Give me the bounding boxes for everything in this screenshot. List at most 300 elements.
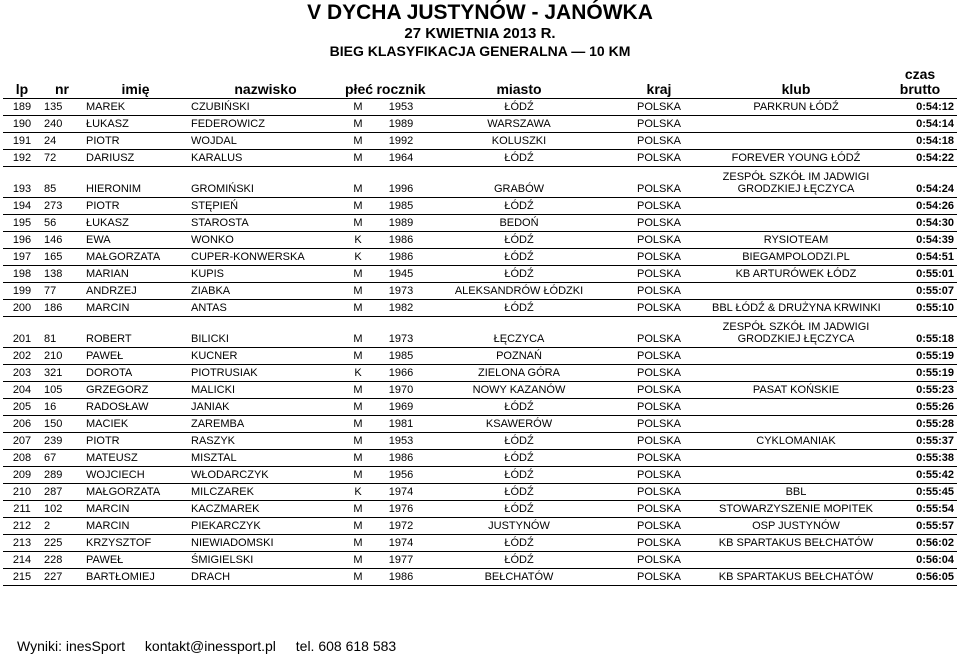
cell-lp: 205 [3,398,41,415]
cell-nr: 227 [41,568,83,585]
cell-year: 1966 [373,364,429,381]
cell-sex: M [343,132,373,149]
cell-year: 1986 [373,231,429,248]
cell-last-name: CZUBIŃSKI [188,98,343,115]
cell-lp: 213 [3,534,41,551]
cell-country: POLSKA [609,132,709,149]
cell-country: POLSKA [609,534,709,551]
classification-subtitle: BIEG KLASYFIKACJA GENERALNA — 10 KM [329,43,631,59]
table-row [3,197,957,214]
cell-country: POLSKA [609,115,709,132]
cell-year: 1969 [373,398,429,415]
cell-nr: 225 [41,534,83,551]
cell-year: 1981 [373,415,429,432]
cell-last-name: ANTAS [188,299,343,316]
cell-time: 0:54:14 [883,115,957,132]
cell-club [709,364,883,381]
cell-club: ZESPÓŁ SZKÓŁ IM JADWIGI GRODZKIEJ ŁĘCZYCA [709,166,883,197]
cell-lp: 214 [3,551,41,568]
cell-sex: M [343,551,373,568]
cell-time: 0:54:22 [883,149,957,166]
cell-time: 0:55:45 [883,483,957,500]
cell-city: ŁÓDŹ [429,98,609,115]
cell-sex: M [343,115,373,132]
cell-last-name: WOJDAL [188,132,343,149]
cell-city: ŁÓDŹ [429,398,609,415]
cell-time: 0:54:39 [883,231,957,248]
cell-city: ŁÓDŹ [429,231,609,248]
cell-club: KB SPARTAKUS BEŁCHATÓW [709,568,883,585]
cell-time: 0:56:02 [883,534,957,551]
cell-year: 1986 [373,248,429,265]
cell-last-name: KUCNER [188,347,343,364]
cell-first-name: WOJCIECH [83,466,188,483]
cell-year: 1972 [373,517,429,534]
cell-city: WARSZAWA [429,115,609,132]
cell-time: 0:55:18 [883,316,957,347]
cell-country: POLSKA [609,466,709,483]
cell-country: POLSKA [609,265,709,282]
cell-lp: 210 [3,483,41,500]
cell-last-name: MALICKI [188,381,343,398]
cell-lp: 215 [3,568,41,585]
cell-club: BIEGAMPOLODZI.PL [709,248,883,265]
cell-year: 1992 [373,132,429,149]
cell-club: RYSIOTEAM [709,231,883,248]
table-row [3,316,957,347]
cell-country: POLSKA [609,551,709,568]
table-row [3,398,957,415]
cell-year: 1970 [373,381,429,398]
cell-lp: 196 [3,231,41,248]
cell-sex: M [343,449,373,466]
cell-sex: M [343,98,373,115]
cell-nr: 56 [41,214,83,231]
cell-nr: 16 [41,398,83,415]
footer [17,638,412,654]
cell-first-name: RADOSŁAW [83,398,188,415]
cell-time: 0:55:28 [883,415,957,432]
table-row [3,299,957,316]
cell-nr: 289 [41,466,83,483]
cell-club: ZESPÓŁ SZKÓŁ IM JADWIGI GRODZKIEJ ŁĘCZYCA [709,316,883,347]
cell-club: KB SPARTAKUS BEŁCHATÓW [709,534,883,551]
cell-city: ŁÓDŹ [429,149,609,166]
cell-country: POLSKA [609,231,709,248]
col-header-country: kraj [646,80,672,97]
cell-lp: 190 [3,115,41,132]
cell-last-name: CUPER-KONWERSKA [188,248,343,265]
cell-last-name: KUPIS [188,265,343,282]
cell-time: 0:55:19 [883,347,957,364]
cell-country: POLSKA [609,316,709,347]
cell-city: JUSTYNÓW [429,517,609,534]
cell-sex: M [343,432,373,449]
cell-time: 0:54:26 [883,197,957,214]
col-header-lp: lp [15,80,29,97]
cell-sex: M [343,534,373,551]
cell-time: 0:55:57 [883,517,957,534]
table-row [3,449,957,466]
table-row [3,248,957,265]
cell-nr: 287 [41,483,83,500]
cell-first-name: MARCIN [83,500,188,517]
cell-sex: M [343,415,373,432]
cell-country: POLSKA [609,500,709,517]
cell-nr: 102 [41,500,83,517]
cell-city: ŁÓDŹ [429,500,609,517]
cell-last-name: KACZMAREK [188,500,343,517]
cell-city: POZNAŃ [429,347,609,364]
cell-sex: M [343,381,373,398]
cell-club: STOWARZYSZENIE MOPITEK [709,500,883,517]
table-row [3,568,957,585]
cell-sex: M [343,299,373,316]
table-row [3,432,957,449]
cell-time: 0:55:19 [883,364,957,381]
cell-club: KB ARTURÓWEK ŁÓDZ [709,265,883,282]
cell-sex: M [343,517,373,534]
cell-first-name: PAWEŁ [83,551,188,568]
cell-city: GRABÓW [429,166,609,197]
cell-first-name: PIOTR [83,132,188,149]
cell-year: 1973 [373,282,429,299]
table-row [3,466,957,483]
cell-last-name: KARALUS [188,149,343,166]
cell-lp: 203 [3,364,41,381]
cell-first-name: MARCIN [83,517,188,534]
cell-time: 0:55:23 [883,381,957,398]
cell-last-name: JANIAK [188,398,343,415]
cell-country: POLSKA [609,248,709,265]
cell-lp: 209 [3,466,41,483]
cell-last-name: DRACH [188,568,343,585]
cell-last-name: ŚMIGIELSKI [188,551,343,568]
cell-year: 1989 [373,115,429,132]
footer-results-by: Wyniki: inesSport [17,638,126,654]
table-row [3,483,957,500]
cell-sex: M [343,568,373,585]
document-header [0,0,960,60]
cell-city: ŁĘCZYCA [429,316,609,347]
page-title: V DYCHA JUSTYNÓW - JANÓWKA [307,1,653,24]
cell-nr: 138 [41,265,83,282]
cell-club [709,551,883,568]
cell-year: 1986 [373,449,429,466]
cell-lp: 201 [3,316,41,347]
cell-lp: 197 [3,248,41,265]
cell-last-name: NIEWIADOMSKI [188,534,343,551]
cell-city: ALEKSANDRÓW ŁÓDZKI [429,282,609,299]
table-row [3,231,957,248]
cell-sex: M [343,347,373,364]
cell-city: ŁÓDŹ [429,551,609,568]
cell-time: 0:54:51 [883,248,957,265]
cell-first-name: MACIEK [83,415,188,432]
cell-country: POLSKA [609,432,709,449]
footer-phone: tel. 608 618 583 [295,638,397,654]
cell-year: 1985 [373,347,429,364]
col-header-gross-time: czas brutto [899,65,941,97]
cell-country: POLSKA [609,166,709,197]
cell-nr: 2 [41,517,83,534]
cell-time: 0:55:01 [883,265,957,282]
cell-city: ŁÓDŹ [429,248,609,265]
cell-time: 0:55:26 [883,398,957,415]
cell-country: POLSKA [609,449,709,466]
cell-time: 0:55:10 [883,299,957,316]
cell-country: POLSKA [609,381,709,398]
cell-nr: 135 [41,98,83,115]
cell-time: 0:54:12 [883,98,957,115]
cell-time: 0:56:05 [883,568,957,585]
cell-sex: K [343,364,373,381]
table-row [3,214,957,231]
cell-country: POLSKA [609,483,709,500]
cell-lp: 199 [3,282,41,299]
cell-club [709,466,883,483]
cell-year: 1956 [373,466,429,483]
cell-club [709,282,883,299]
table-row [3,149,957,166]
cell-club: BBL [709,483,883,500]
cell-country: POLSKA [609,149,709,166]
col-header-sex: płeć [345,80,374,97]
cell-lp: 198 [3,265,41,282]
cell-city: ŁÓDŹ [429,432,609,449]
cell-first-name: DARIUSZ [83,149,188,166]
cell-nr: 186 [41,299,83,316]
cell-city: ŁÓDŹ [429,483,609,500]
table-row [3,347,957,364]
cell-city: ŁÓDŹ [429,466,609,483]
cell-sex: M [343,166,373,197]
cell-nr: 150 [41,415,83,432]
cell-lp: 195 [3,214,41,231]
cell-time: 0:54:18 [883,132,957,149]
cell-lp: 212 [3,517,41,534]
cell-last-name: BILICKI [188,316,343,347]
cell-sex: M [343,214,373,231]
cell-first-name: MARCIN [83,299,188,316]
col-header-first-name: imię [121,80,150,97]
cell-year: 1953 [373,432,429,449]
cell-last-name: ZAREMBA [188,415,343,432]
cell-city: KSAWERÓW [429,415,609,432]
cell-time: 0:55:37 [883,432,957,449]
cell-last-name: PIOTRUSIAK [188,364,343,381]
cell-city: ŁÓDŹ [429,449,609,466]
cell-club: PASAT KOŃSKIE [709,381,883,398]
cell-nr: 77 [41,282,83,299]
cell-first-name: HIERONIM [83,166,188,197]
cell-first-name: ŁUKASZ [83,214,188,231]
cell-first-name: MAŁGORZATA [83,483,188,500]
col-header-club: klub [781,80,811,97]
cell-sex: M [343,197,373,214]
cell-club [709,115,883,132]
cell-time: 0:55:42 [883,466,957,483]
cell-first-name: MARIAN [83,265,188,282]
cell-last-name: WŁODARCZYK [188,466,343,483]
cell-club [709,347,883,364]
cell-first-name: DOROTA [83,364,188,381]
table-row [3,132,957,149]
cell-nr: 321 [41,364,83,381]
cell-nr: 240 [41,115,83,132]
table-row [3,415,957,432]
cell-nr: 210 [41,347,83,364]
cell-year: 1945 [373,265,429,282]
col-header-year: rocznik [376,80,426,97]
cell-club: BBL ŁÓDŹ & DRUŻYNA KRWINKI [709,299,883,316]
cell-lp: 208 [3,449,41,466]
cell-last-name: PIEKARCZYK [188,517,343,534]
cell-lp: 193 [3,166,41,197]
cell-sex: M [343,316,373,347]
cell-sex: M [343,466,373,483]
cell-lp: 189 [3,98,41,115]
cell-last-name: STAROSTA [188,214,343,231]
cell-lp: 194 [3,197,41,214]
cell-sex: K [343,248,373,265]
cell-sex: K [343,483,373,500]
cell-sex: M [343,282,373,299]
cell-year: 1989 [373,214,429,231]
cell-first-name: BARTŁOMIEJ [83,568,188,585]
cell-sex: M [343,500,373,517]
col-header-last-name: nazwisko [234,80,297,97]
cell-first-name: KRZYSZTOF [83,534,188,551]
cell-first-name: PAWEŁ [83,347,188,364]
cell-year: 1977 [373,551,429,568]
col-header-nr: nr [55,80,69,97]
cell-lp: 204 [3,381,41,398]
cell-year: 1953 [373,98,429,115]
table-row [3,381,957,398]
cell-nr: 85 [41,166,83,197]
cell-first-name: ANDRZEJ [83,282,188,299]
table-row [3,517,957,534]
cell-club: CYKLOMANIAK [709,432,883,449]
cell-first-name: PIOTR [83,197,188,214]
cell-sex: M [343,265,373,282]
event-date: 27 KWIETNIA 2013 R. [404,25,556,42]
cell-year: 1985 [373,197,429,214]
cell-nr: 146 [41,231,83,248]
cell-year: 1974 [373,483,429,500]
cell-time: 0:55:54 [883,500,957,517]
cell-last-name: MILCZAREK [188,483,343,500]
cell-first-name: PIOTR [83,432,188,449]
cell-first-name: ROBERT [83,316,188,347]
cell-first-name: ŁUKASZ [83,115,188,132]
cell-nr: 24 [41,132,83,149]
table-header-row [3,61,957,98]
table-row [3,364,957,381]
cell-nr: 81 [41,316,83,347]
cell-club [709,214,883,231]
table-row [3,265,957,282]
cell-country: POLSKA [609,398,709,415]
cell-time: 0:54:24 [883,166,957,197]
cell-first-name: EWA [83,231,188,248]
results-body [3,98,957,585]
cell-nr: 228 [41,551,83,568]
cell-city: KOLUSZKI [429,132,609,149]
cell-city: ŁÓDŹ [429,299,609,316]
cell-year: 1976 [373,500,429,517]
cell-club [709,197,883,214]
cell-country: POLSKA [609,364,709,381]
cell-year: 1996 [373,166,429,197]
cell-last-name: RASZYK [188,432,343,449]
cell-time: 0:56:04 [883,551,957,568]
cell-club [709,398,883,415]
cell-lp: 206 [3,415,41,432]
cell-lp: 200 [3,299,41,316]
cell-time: 0:54:30 [883,214,957,231]
cell-club: FOREVER YOUNG ŁÓDŹ [709,149,883,166]
table-row [3,534,957,551]
cell-club [709,449,883,466]
cell-first-name: MAŁGORZATA [83,248,188,265]
cell-lp: 207 [3,432,41,449]
cell-club: PARKRUN ŁÓDŹ [709,98,883,115]
cell-club: OSP JUSTYNÓW [709,517,883,534]
cell-first-name: MAREK [83,98,188,115]
cell-last-name: STĘPIEŃ [188,197,343,214]
cell-nr: 72 [41,149,83,166]
cell-nr: 105 [41,381,83,398]
cell-country: POLSKA [609,197,709,214]
cell-lp: 202 [3,347,41,364]
table-row [3,115,957,132]
cell-city: ŁÓDŹ [429,534,609,551]
cell-time: 0:55:07 [883,282,957,299]
results-table [3,61,957,586]
cell-first-name: GRZEGORZ [83,381,188,398]
cell-time: 0:55:38 [883,449,957,466]
cell-last-name: WONKO [188,231,343,248]
cell-sex: M [343,398,373,415]
cell-year: 1974 [373,534,429,551]
cell-city: BEŁCHATÓW [429,568,609,585]
cell-country: POLSKA [609,347,709,364]
cell-nr: 273 [41,197,83,214]
cell-city: ŁÓDŹ [429,197,609,214]
cell-city: ŁÓDŹ [429,265,609,282]
cell-last-name: MISZTAL [188,449,343,466]
cell-club [709,132,883,149]
table-row [3,98,957,115]
table-row [3,551,957,568]
cell-last-name: ZIABKA [188,282,343,299]
cell-last-name: FEDEROWICZ [188,115,343,132]
cell-country: POLSKA [609,282,709,299]
cell-city: NOWY KAZANÓW [429,381,609,398]
cell-nr: 165 [41,248,83,265]
cell-sex: K [343,231,373,248]
cell-city: BEDOŃ [429,214,609,231]
cell-sex: M [343,149,373,166]
cell-year: 1986 [373,568,429,585]
cell-country: POLSKA [609,568,709,585]
cell-nr: 67 [41,449,83,466]
cell-country: POLSKA [609,98,709,115]
cell-club [709,415,883,432]
cell-country: POLSKA [609,517,709,534]
